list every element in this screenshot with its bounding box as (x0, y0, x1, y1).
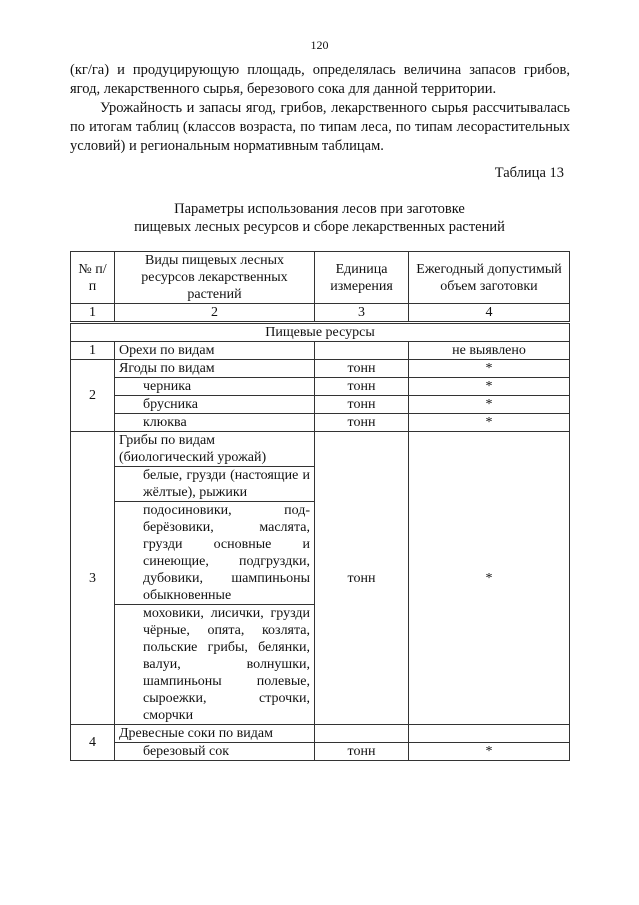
column-number-1: 1 (71, 304, 115, 323)
table-row (71, 396, 570, 414)
column-number-3: 3 (315, 304, 409, 323)
column-number-row (71, 304, 570, 323)
resource-name: Орехи по видам (115, 342, 315, 360)
header-resource-type: Виды пищевых лесных ресурсов лекарственных растений (115, 252, 315, 304)
unit-cell: тонн (315, 378, 409, 396)
resource-subitem: черника (115, 378, 315, 396)
section-title: Пищевые ресурсы (71, 323, 570, 342)
header-annual-volume: Ежегодный допустимый объем заготовки (409, 252, 570, 304)
resource-subitem: брусника (115, 396, 315, 414)
volume-cell (409, 725, 570, 743)
resource-subitem: клюква (115, 414, 315, 432)
volume-cell: * (409, 414, 570, 432)
row-number: 2 (71, 360, 115, 432)
section-row (71, 323, 570, 342)
table-title (0, 200, 639, 236)
row-number: 3 (71, 432, 115, 725)
paragraph-1: (кг/га) и продуцирующую площадь, определялась величина запасов грибов, ягод, лекарственного сырья, березового сока для данной территории. (70, 62, 570, 97)
table-row (71, 360, 570, 378)
paragraph-2: Урожайность и запасы ягод, грибов, лекарственного сырья рассчитывалась по итогам таблиц (классов возраста, по типам леса, по типам лесорастительных условий) и региональным нормативным таблицам. (70, 100, 570, 154)
table-row (71, 342, 570, 360)
column-number-4: 4 (409, 304, 570, 323)
table-row (71, 725, 570, 743)
row-number: 1 (71, 342, 115, 360)
volume-cell: * (409, 432, 570, 725)
page-number: 120 (310, 38, 329, 52)
unit-cell (315, 342, 409, 360)
header-number: № п/п (71, 252, 115, 304)
resource-subitem: подосиновики, под-берёзовики, маслята, грузди основные и синеющие, подгруздки, дубовики, шампиньоны обыкновенные (115, 502, 315, 605)
volume-cell: * (409, 743, 570, 761)
table-header-row (71, 252, 570, 304)
resource-subitem: моховики, лисички, грузди чёрные, опята, козлята, польские грибы, белянки, валуи, волнушки, шампиньоны полевые, сыроежки, строчки, сморчки (115, 605, 315, 725)
table-row (71, 378, 570, 396)
volume-cell: * (409, 378, 570, 396)
resource-subitem: березовый сок (115, 743, 315, 761)
table-row (71, 743, 570, 761)
table-title-line-1: Параметры использования лесов при заготовке (174, 201, 465, 217)
unit-cell: тонн (315, 396, 409, 414)
header-unit: Единица измерения (315, 252, 409, 304)
volume-cell: * (409, 360, 570, 378)
resources-table (70, 251, 570, 761)
row-number: 4 (71, 725, 115, 761)
table-label: Таблица 13 (494, 165, 564, 181)
table-title-line-2: пищевых лесных ресурсов и сборе лекарственных растений (134, 219, 505, 235)
resource-name: Древесные соки по видам (115, 725, 315, 743)
unit-cell (315, 725, 409, 743)
resource-subitem: белые, грузди (настоящие и жёлтые), рыжики (115, 467, 315, 502)
unit-cell: тонн (315, 414, 409, 432)
table-row (71, 432, 570, 467)
unit-cell: тонн (315, 360, 409, 378)
volume-cell: * (409, 396, 570, 414)
unit-cell: тонн (315, 432, 409, 725)
table-row (71, 414, 570, 432)
resource-name: Ягоды по видам (115, 360, 315, 378)
column-number-2: 2 (115, 304, 315, 323)
resource-name: Грибы по видам (биологический урожай) (115, 432, 315, 467)
unit-cell: тонн (315, 743, 409, 761)
volume-cell: не выявлено (409, 342, 570, 360)
